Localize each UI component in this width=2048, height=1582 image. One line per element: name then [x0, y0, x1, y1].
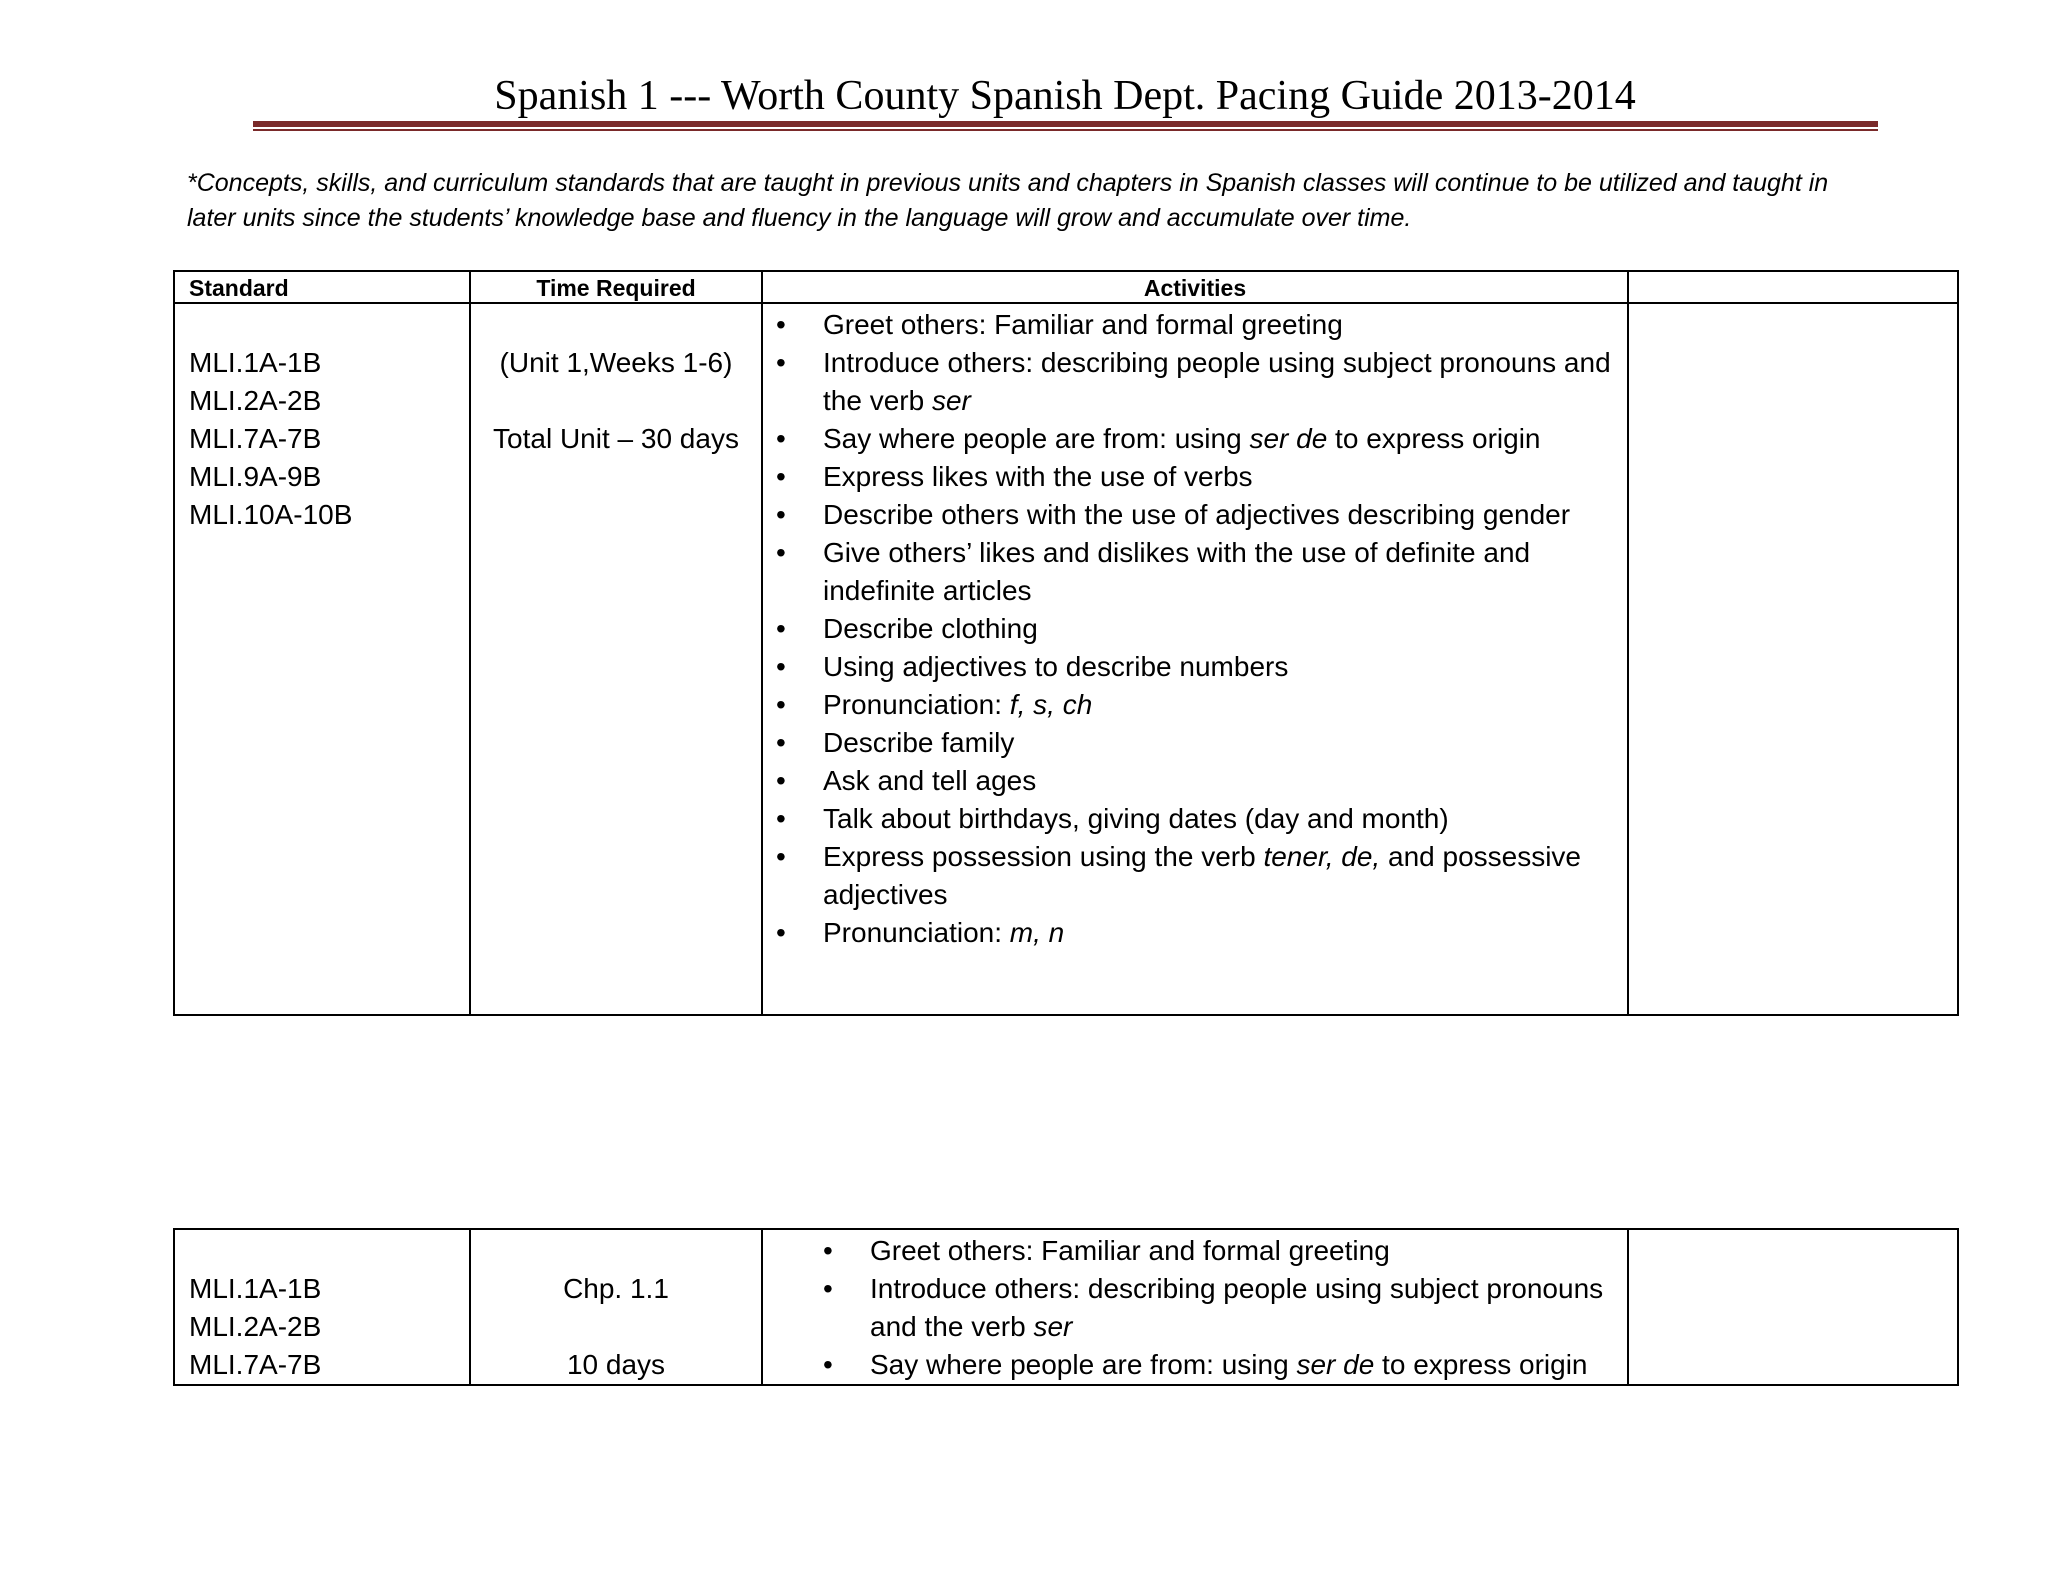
header-standard: Standard	[189, 275, 289, 301]
time-total: Total Unit – 30 days	[493, 423, 739, 454]
activity-item: • Express likes with the use of verbs	[763, 458, 1623, 496]
bullet-icon: •	[776, 613, 786, 644]
activity-item: • Greet others: Familiar and formal greeting	[763, 306, 1623, 344]
column-divider	[1627, 1230, 1629, 1384]
standard-code: MLI.2A-2B	[189, 1311, 322, 1342]
activity-item: • Express possession using the verb tener, de, and possessive adjectives	[763, 838, 1623, 914]
bullet-icon: •	[776, 423, 786, 454]
activity-item: • Give others’ likes and dislikes with the use of definite and indefinite articles	[763, 534, 1623, 610]
title-rule-thin	[253, 129, 1878, 131]
bullet-icon: •	[776, 803, 786, 834]
standard-code: MLI.1A-1B	[189, 347, 322, 378]
bullet-icon: •	[776, 651, 786, 682]
bullet-icon: •	[823, 1349, 833, 1380]
time-required-cell	[471, 1270, 761, 1384]
title-rule-thick	[253, 121, 1878, 127]
activity-item: • Using adjectives to describe numbers	[763, 648, 1623, 686]
pacing-table-chapter1-1	[173, 1228, 1959, 1386]
bullet-icon: •	[776, 765, 786, 796]
activity-item: • Introduce others: describing people using subject pronouns and the verb ser	[763, 344, 1623, 420]
activity-item: • Pronunciation: f, s, ch	[763, 686, 1623, 724]
standard-code: MLI.7A-7B	[189, 423, 322, 454]
activity-item: • Say where people are from: using ser de to express origin	[763, 420, 1623, 458]
time-total: 10 days	[566, 1349, 666, 1380]
bullet-icon: •	[776, 499, 786, 530]
standards-cell	[189, 1270, 459, 1384]
bullet-icon: •	[776, 917, 786, 948]
intro-note: *Concepts, skills, and curriculum standards that are taught in previous units and chapters in Spanish classes will continue to be utilized and taught in later units since the students’ knowledge base and fluency in the language will grow and accumulate over time.	[187, 169, 1829, 232]
standard-code: MLI.7A-7B	[189, 1349, 322, 1380]
bullet-icon: •	[776, 727, 786, 758]
activity-item: • Describe clothing	[763, 610, 1623, 648]
header-extra	[1629, 272, 1957, 304]
standard-code: MLI.10A-10B	[189, 499, 353, 530]
activity-item: • Talk about birthdays, giving dates (day and month)	[763, 800, 1623, 838]
bullet-icon: •	[823, 1235, 833, 1266]
bullet-icon: •	[776, 461, 786, 492]
activity-item: • Greet others: Familiar and formal greeting	[763, 1232, 1625, 1270]
activity-item: • Say where people are from: using ser de to express origin	[763, 1346, 1625, 1384]
activity-item: • Describe family	[763, 724, 1623, 762]
bullet-icon: •	[776, 347, 786, 378]
activity-item: • Pronunciation: m, n	[763, 914, 1623, 952]
activity-item: • Describe others with the use of adjectives describing gender	[763, 496, 1623, 534]
activities-cell	[763, 306, 1623, 952]
column-divider	[1627, 272, 1629, 1014]
activities-cell	[763, 1232, 1625, 1384]
bullet-icon: •	[776, 537, 786, 568]
standard-code: MLI.1A-1B	[189, 1273, 322, 1304]
bullet-icon: •	[776, 309, 786, 340]
page-title: Spanish 1 --- Worth County Spanish Dept. Pacing Guide 2013-2014	[494, 73, 1636, 119]
time-required-cell	[471, 344, 761, 458]
standards-cell	[189, 344, 459, 534]
time-unit: (Unit 1,Weeks 1-6)	[499, 347, 733, 378]
time-chapter: Chp. 1.1	[563, 1273, 669, 1304]
activity-item: • Ask and tell ages	[763, 762, 1623, 800]
bullet-icon: •	[776, 689, 786, 720]
header-time-required: Time Required	[536, 275, 696, 301]
standard-code: MLI.2A-2B	[189, 385, 322, 416]
pacing-table-unit1	[173, 270, 1959, 1016]
activity-item: • Introduce others: describing people using subject pronouns and the verb ser	[763, 1270, 1625, 1346]
standard-code: MLI.9A-9B	[189, 461, 322, 492]
header-activities: Activities	[1143, 275, 1247, 301]
bullet-icon: •	[823, 1273, 833, 1304]
bullet-icon: •	[776, 841, 786, 872]
